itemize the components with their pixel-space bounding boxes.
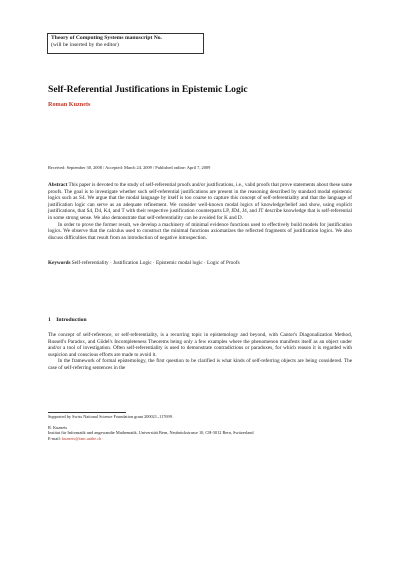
email-link[interactable]: kuznets@iam.unibe.ch [61, 435, 102, 441]
manuscript-header-box [47, 33, 204, 54]
email-label: E-mail: [48, 435, 61, 441]
footnote-support: Supported by Swiss National Science Foundation grant 200021–117699. [48, 414, 173, 419]
abstract-paragraph-1: This paper is devoted to the study of self-referential proofs and/or justifications, i.e., valid proofs that prove statements about these same proofs. The goal is to investigate whether such self-referential justifications are present in the reasoning described by standard modal epistemic logics such as S4. We argue that the modal language by itself is too coarse to capture this concept of self-referentiality and that the language of justification logic can serve as an adequate refinement. We consider well-known modal logics of knowledge/belief and show, using explicit justifications, that S4, D4, K4, and T with their respective justification counterparts LP, JD4, J4, and JT describe knowledge that is self-referential in some strong sense. We also demonstrate that self-referentiality can be avoided for K and D. [48, 182, 353, 221]
abstract [48, 182, 352, 241]
intro-paragraph-2: In the framework of formal epistemology, the first question to be clarified is what kinds of self-referring objects are being considered. The case of self-referring sentences in the [48, 358, 352, 371]
keywords-heading: Keywords [48, 260, 71, 266]
abstract-heading: Abstract [48, 182, 68, 188]
author-name: Roman Kuznets [48, 101, 91, 108]
section-heading [48, 317, 87, 323]
keywords-list: Self-referentiality · Justification Logic · Epistemic modal logic · Logic of Proofs [71, 260, 240, 266]
author-footnote [48, 425, 352, 441]
journal-line: Theory of Computing Systems manuscript No. [51, 35, 162, 41]
footnote-email-line [48, 436, 352, 441]
editor-note: (will be inserted by the editor) [51, 42, 119, 48]
introduction-body [48, 332, 352, 372]
footnote-rule [48, 412, 126, 413]
footnote-affiliation: Institut für Informatik und angewandte Mathematik, Universität Bern, Neubrückstrasse 10, CH-3012 Bern, Switzerland [48, 430, 254, 436]
section-title: Introduction [56, 317, 87, 323]
intro-paragraph-1: The concept of self-reference, or self-referentiality, is a recurring topic in epistemology and beyond, with Cantor's Diagonalization Method, Russell's Paradox, and Gödel's Incompleteness Theorems being only a few examples where the phenomenon manifests itself as an object under and/or a tool of investigation. Often self-referentiality is used to demonstrate contradictions or paradoxes, for which reason it is regarded with suspicion and conscious efforts are made to avoid it. [48, 332, 352, 358]
paper-title: Self-Referential Justifications in Epistemic Logic [48, 84, 248, 95]
abstract-paragraph-2: In order to prove the former result, we develop a machinery of minimal evidence functions used to effectively build models for justification logics. We observe that the calculus used to construct the minimal functions axiomatizes the reflected fragments of justification logics. We also discuss difficulties that result from an introduction of negative introspection. [48, 221, 352, 241]
keywords [48, 260, 352, 267]
section-number: 1 [48, 317, 51, 323]
received-dates: Received: September 30, 2008 / Accepted: March 24, 2009 / Published online: April 7, 2009 [48, 165, 211, 170]
footnote-author: R. Kuznets [48, 425, 68, 430]
